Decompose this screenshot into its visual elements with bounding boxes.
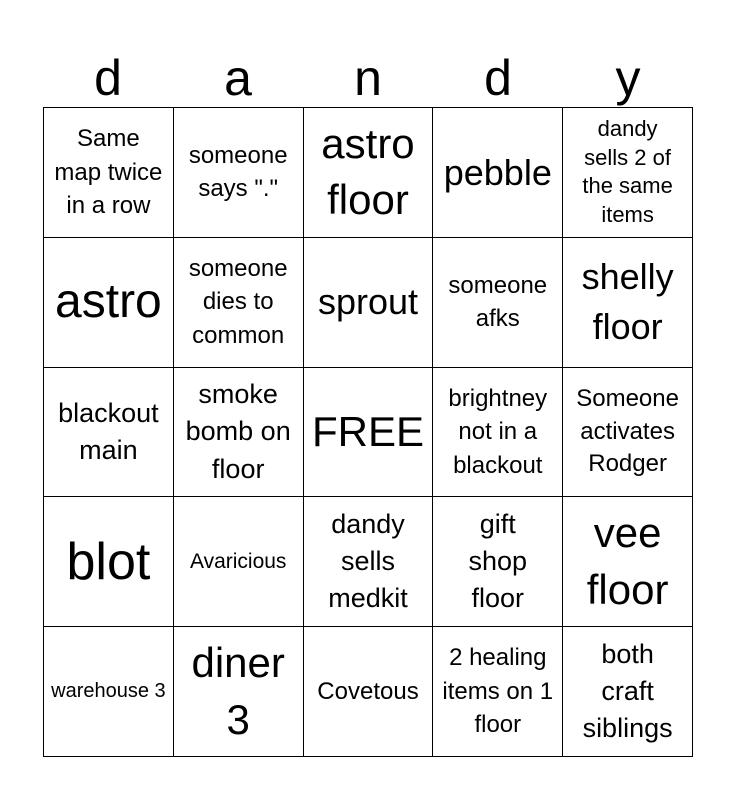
bingo-cell[interactable]: [433, 368, 563, 498]
cell-text: gift shop floor: [468, 508, 528, 614]
bingo-cell[interactable]: [174, 368, 304, 498]
cell-text: Covetous: [317, 677, 419, 705]
bingo-cell[interactable]: [174, 238, 304, 368]
header-letter-n: n: [354, 50, 382, 106]
cell-text: blot: [66, 532, 151, 591]
bingo-cell[interactable]: [433, 238, 563, 368]
bingo-cell[interactable]: [174, 497, 304, 627]
bingo-cell[interactable]: [304, 627, 434, 757]
cell-text: sprout: [317, 281, 419, 323]
cell-text: pebble: [443, 151, 552, 193]
bingo-cell[interactable]: [44, 238, 174, 368]
cell-text: dandy sells 2 of the same items: [582, 116, 673, 227]
bingo-header: [43, 48, 693, 108]
bingo-cell[interactable]: [174, 627, 304, 757]
header-letter-d2: d: [484, 50, 512, 106]
cell-text: Same map twice in a row: [54, 125, 163, 220]
header-letter-d: d: [94, 50, 122, 106]
bingo-cell[interactable]: [433, 497, 563, 627]
bingo-cell[interactable]: [563, 108, 693, 238]
cell-text: brightney not in a blackout: [448, 384, 548, 479]
cell-text: warehouse 3: [51, 679, 166, 702]
bingo-cell[interactable]: [304, 497, 434, 627]
bingo-cell[interactable]: [563, 238, 693, 368]
bingo-cell[interactable]: [44, 368, 174, 498]
cell-text: dandy sells medkit: [328, 508, 408, 614]
cell-text: smoke bomb on floor: [185, 379, 291, 484]
cell-text: both craft siblings: [582, 638, 673, 744]
header-letter-y: y: [615, 50, 641, 106]
cell-text: astro: [55, 275, 162, 329]
cell-text: Avaricious: [189, 549, 287, 573]
bingo-cell[interactable]: [433, 627, 563, 757]
cell-text: someone afks: [448, 271, 548, 333]
bingo-cell[interactable]: [44, 627, 174, 757]
bingo-cell[interactable]: [563, 627, 693, 757]
bingo-cell[interactable]: [563, 368, 693, 498]
bingo-cell[interactable]: [563, 497, 693, 627]
cell-text: diner 3: [191, 638, 285, 743]
bingo-cell[interactable]: [44, 497, 174, 627]
bingo-cell[interactable]: [304, 238, 434, 368]
cell-text: someone says ".": [188, 141, 288, 203]
cell-text: someone dies to common: [188, 254, 288, 349]
cell-text: vee floor: [586, 509, 669, 613]
bingo-cell[interactable]: [174, 108, 304, 238]
bingo-board: [43, 107, 693, 757]
cell-text: astro floor: [321, 119, 415, 224]
bingo-cell[interactable]: [44, 108, 174, 238]
bingo-cell[interactable]: [304, 368, 434, 498]
cell-text: Someone activates Rodger: [576, 385, 679, 478]
cell-text: 2 healing items on 1 floor: [442, 644, 554, 739]
cell-text: blackout main: [58, 397, 159, 465]
bingo-cell[interactable]: [433, 108, 563, 238]
bingo-cell[interactable]: [304, 108, 434, 238]
header-letter-a: a: [224, 50, 252, 106]
cell-text: shelly floor: [581, 255, 674, 348]
cell-text: FREE: [311, 407, 424, 455]
